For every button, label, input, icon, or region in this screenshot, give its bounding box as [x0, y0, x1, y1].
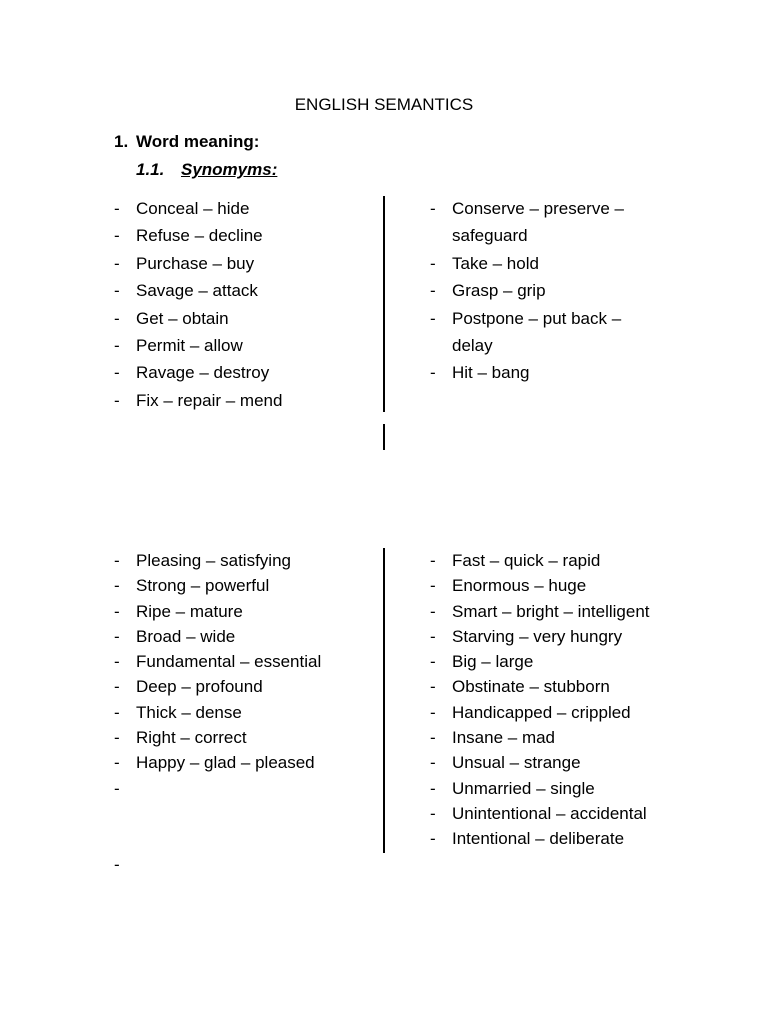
synonym-list-block1-right: [430, 195, 624, 387]
bullet-dash: -: [430, 199, 436, 218]
synonym-text: Broad – wide: [136, 626, 236, 646]
list-item: [114, 725, 321, 750]
list-item: [114, 548, 321, 573]
synonym-list-block2-right: [430, 548, 650, 852]
bullet-dash: -: [114, 778, 120, 798]
synonym-list-block1-left: [114, 195, 282, 414]
list-item: [430, 624, 650, 649]
synonym-text: Take – hold: [452, 253, 539, 273]
synonym-text: Enormous – huge: [452, 576, 587, 596]
section-label: Word meaning:: [136, 132, 260, 151]
list-item: [114, 305, 282, 332]
synonym-text: Strong – powerful: [136, 576, 270, 596]
list-item: [114, 700, 321, 725]
list-item: [114, 649, 321, 674]
synonym-text: Fix – repair – mend: [136, 390, 283, 410]
synonym-text: Conceal – hide: [136, 199, 250, 218]
subsection-heading: [136, 160, 277, 180]
synonym-text: Handicapped – crippled: [452, 702, 631, 722]
bullet-dash: -: [114, 199, 120, 218]
synonym-text: Permit – allow: [136, 335, 243, 355]
bullet-dash: -: [114, 652, 120, 672]
list-item: [114, 250, 282, 277]
bullet-dash: -: [114, 226, 120, 246]
synonym-text: delay: [452, 335, 493, 355]
bullet-dash: -: [114, 308, 120, 328]
section-heading: [114, 132, 259, 152]
list-item: [114, 573, 321, 598]
bullet-dash: -: [430, 281, 436, 301]
bullet-dash: -: [114, 626, 120, 646]
list-item: [430, 826, 650, 851]
bullet-dash: -: [430, 551, 436, 570]
list-item: [430, 599, 650, 624]
synonym-text: Starving – very hungry: [452, 626, 623, 646]
bullet-dash: -: [430, 253, 436, 273]
synonym-text: Savage – attack: [136, 281, 258, 301]
list-item: [430, 750, 650, 775]
list-item: [430, 649, 650, 674]
bullet-dash: -: [114, 551, 120, 570]
synonym-text: Pleasing – satisfying: [136, 551, 291, 570]
list-item: [430, 573, 650, 598]
synonym-text: Get – obtain: [136, 308, 229, 328]
column-divider-fragment: [383, 424, 385, 450]
synonym-text: Deep – profound: [136, 677, 263, 697]
bullet-dash: -: [114, 576, 120, 596]
bullet-dash: -: [430, 728, 436, 748]
list-item: [430, 250, 624, 277]
bullet-dash: -: [114, 702, 120, 722]
bullet-dash: -: [114, 363, 120, 383]
synonym-text: Grasp – grip: [452, 281, 546, 301]
list-item: [114, 750, 321, 775]
trailing-dash: -: [114, 855, 120, 874]
synonym-text: Unmarried – single: [452, 778, 595, 798]
bullet-dash: -: [430, 803, 436, 823]
list-item: [114, 359, 282, 386]
list-item: [430, 195, 624, 222]
list-item: [114, 674, 321, 699]
bullet-dash: -: [114, 281, 120, 301]
synonym-text: Big – large: [452, 652, 534, 672]
bullet-dash: -: [114, 753, 120, 773]
bullet-dash: -: [114, 390, 120, 410]
bullet-dash: -: [430, 677, 436, 697]
synonym-text: Ravage – destroy: [136, 363, 270, 383]
synonym-text: Obstinate – stubborn: [452, 677, 610, 697]
bullet-dash: -: [430, 626, 436, 646]
list-item: [114, 624, 321, 649]
synonym-text: Unintentional – accidental: [452, 803, 647, 823]
list-item: [114, 277, 282, 304]
list-item: [114, 599, 321, 624]
synonym-text: safeguard: [452, 226, 528, 246]
bullet-dash: -: [430, 363, 436, 383]
subsection-number: 1.1.: [136, 160, 165, 179]
list-item: [114, 387, 282, 414]
synonym-text: Fast – quick – rapid: [452, 551, 601, 570]
synonym-text: Thick – dense: [136, 702, 242, 722]
list-item: [430, 801, 650, 826]
synonym-text: Postpone – put back –: [452, 308, 622, 328]
bullet-dash: -: [430, 829, 436, 849]
bullet-dash: -: [114, 601, 120, 621]
bullet-dash: -: [430, 753, 436, 773]
list-item: [430, 277, 624, 304]
bullet-dash: -: [430, 576, 436, 596]
list-item: [430, 222, 624, 249]
synonym-text: Ripe – mature: [136, 601, 243, 621]
list-item: [430, 674, 650, 699]
synonym-text: Hit – bang: [452, 363, 530, 383]
list-item: [430, 776, 650, 801]
list-item: [430, 700, 650, 725]
bullet-dash: -: [430, 702, 436, 722]
synonym-list-block2-left: [114, 548, 321, 801]
bullet-dash: -: [114, 335, 120, 355]
synonym-text: Conserve – preserve –: [452, 199, 624, 218]
bullet-dash: -: [114, 253, 120, 273]
bullet-dash: -: [430, 601, 436, 621]
bullet-dash: -: [430, 652, 436, 672]
list-item: [430, 725, 650, 750]
list-item: [114, 776, 321, 801]
section-number: 1.: [114, 132, 129, 151]
synonym-text: Purchase – buy: [136, 253, 255, 273]
synonym-text: Fundamental – essential: [136, 652, 322, 672]
synonym-text: Smart – bright – intelligent: [452, 601, 650, 621]
list-item: [430, 305, 624, 332]
document-title: ENGLISH SEMANTICS: [294, 95, 474, 114]
bullet-dash: -: [114, 728, 120, 748]
column-divider: [383, 548, 385, 853]
bullet-dash: -: [430, 778, 436, 798]
synonym-text: Happy – glad – pleased: [136, 753, 315, 773]
synonym-text: Intentional – deliberate: [452, 829, 625, 849]
list-item: [430, 548, 650, 573]
synonym-text: Right – correct: [136, 728, 247, 748]
synonym-text: Refuse – decline: [136, 226, 263, 246]
synonym-text: Unsual – strange: [452, 753, 581, 773]
list-item: [114, 332, 282, 359]
bullet-dash: -: [114, 677, 120, 697]
list-item: [430, 359, 624, 386]
list-item: [430, 332, 624, 359]
synonym-text: Insane – mad: [452, 728, 556, 748]
list-item: [114, 195, 282, 222]
bullet-dash: -: [430, 308, 436, 328]
list-item: [114, 222, 282, 249]
column-divider: [383, 196, 385, 412]
subsection-label: Synomyms:: [181, 160, 278, 179]
